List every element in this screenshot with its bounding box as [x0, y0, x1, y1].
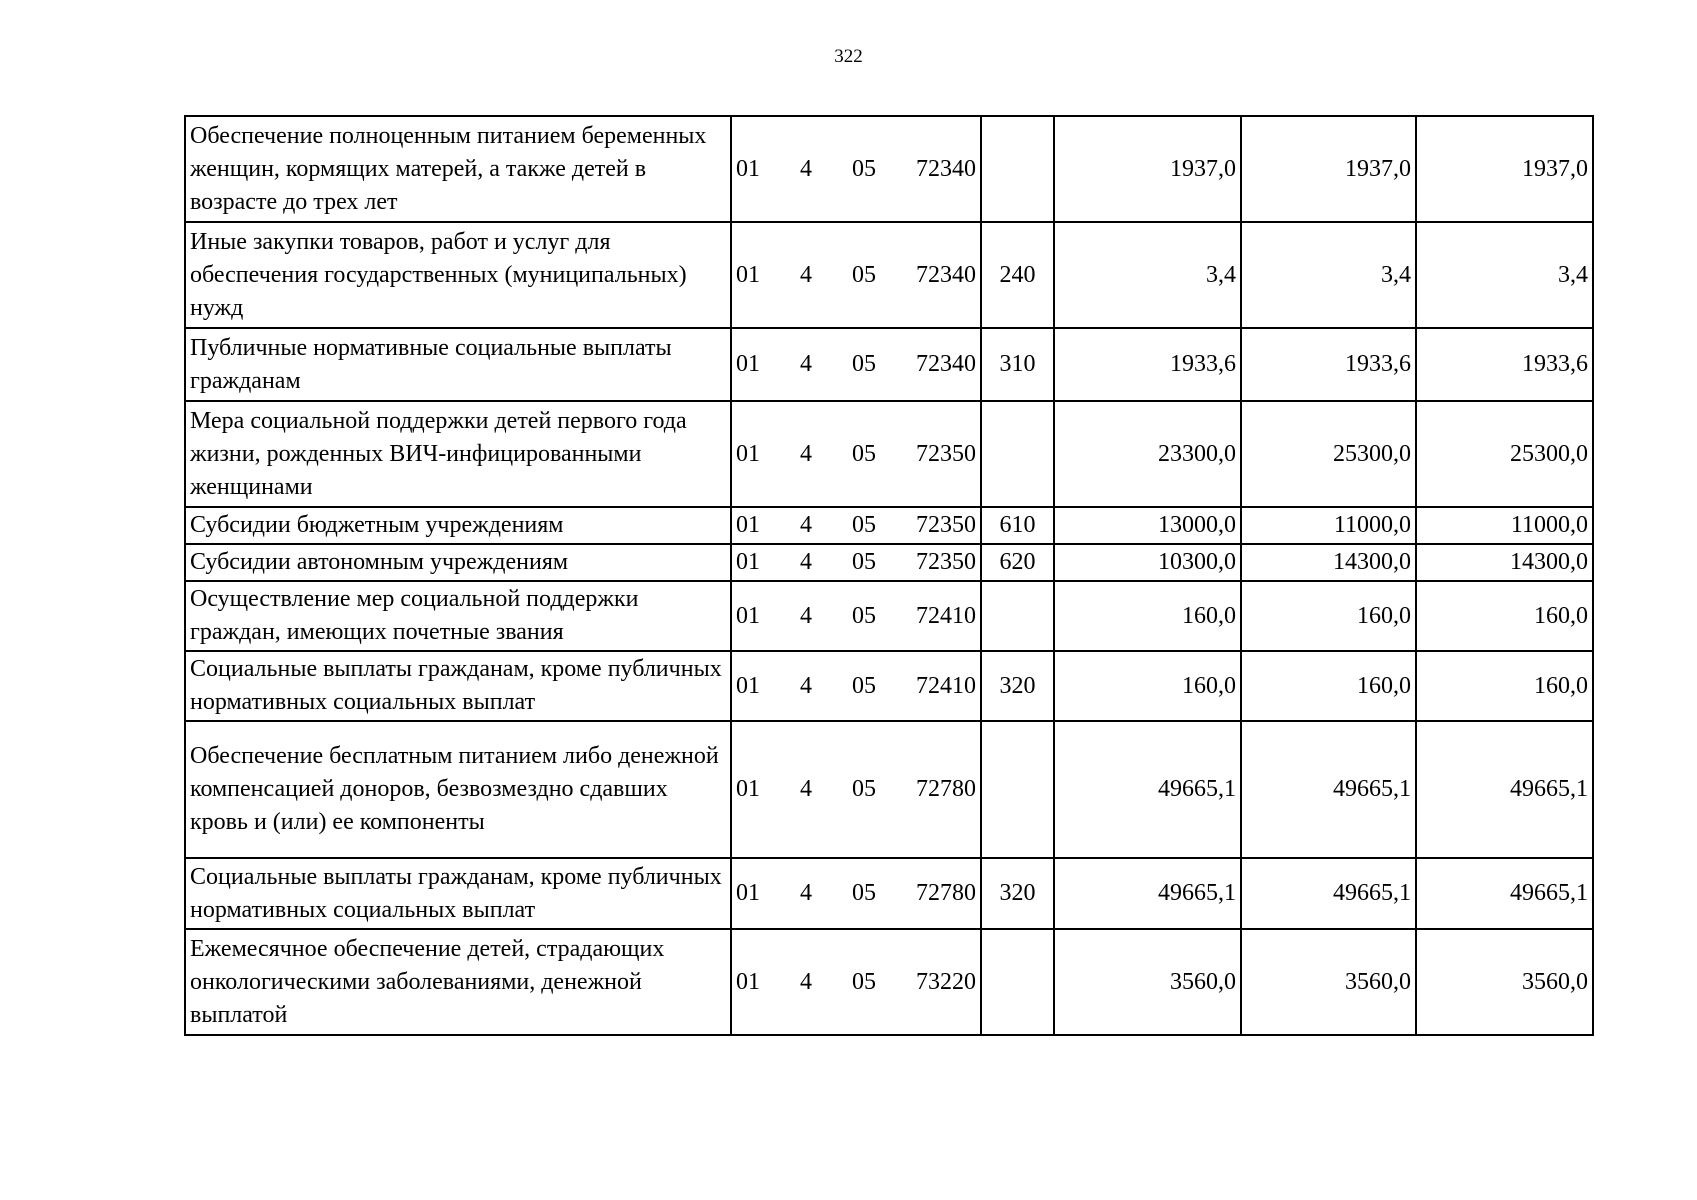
- expense-type-cell: [981, 581, 1054, 651]
- table-row: [185, 581, 1593, 651]
- table-row: [185, 721, 1593, 858]
- row-name-cell: Субсидии автономным учреждениям: [185, 544, 731, 581]
- classification-code: [736, 438, 976, 471]
- classification-code: [736, 153, 976, 186]
- expense-type-cell: [981, 929, 1054, 1035]
- amount-year-3: 11000,0: [1416, 507, 1593, 544]
- amount-year-3: 1937,0: [1416, 116, 1593, 222]
- code-subprogram: 4: [800, 880, 812, 906]
- code-program: 01: [736, 155, 760, 182]
- amount-year-1: 3,4: [1054, 222, 1241, 328]
- amount-year-1: 160,0: [1054, 651, 1241, 721]
- code-section: 05: [852, 155, 876, 182]
- row-name-cell: Социальные выплаты гражданам, кроме публичных нормативных социальных выплат: [185, 858, 731, 929]
- code-section: 05: [852, 602, 876, 629]
- code-section: 05: [852, 440, 876, 467]
- code-program: 01: [736, 512, 760, 538]
- code-subprogram: 4: [800, 776, 812, 802]
- amount-year-1: 160,0: [1054, 581, 1241, 651]
- classification-code-cell: [731, 581, 981, 651]
- amount-year-3: 25300,0: [1416, 401, 1593, 507]
- table-row: [185, 401, 1593, 507]
- code-subprogram: 4: [800, 602, 812, 629]
- code-section: 05: [852, 261, 876, 288]
- code-direction: 72340: [916, 261, 976, 288]
- code-direction: 72780: [916, 880, 976, 906]
- row-name-cell: Иные закупки товаров, работ и услуг для обеспечения государственных (муниципальных) нужд: [185, 222, 731, 328]
- amount-year-3: 14300,0: [1416, 544, 1593, 581]
- code-section: 05: [852, 776, 876, 802]
- amount-year-1: 49665,1: [1054, 858, 1241, 929]
- page-number: 322: [834, 46, 863, 67]
- row-name-cell: Социальные выплаты гражданам, кроме публичных нормативных социальных выплат: [185, 651, 731, 721]
- amount-year-2: 160,0: [1241, 581, 1416, 651]
- code-program: 01: [736, 776, 760, 802]
- table-row: [185, 328, 1593, 401]
- code-section: 05: [852, 512, 876, 538]
- code-subprogram: 4: [800, 155, 812, 182]
- classification-code: [736, 259, 976, 292]
- row-name-cell: Мера социальной поддержки детей первого года жизни, рожденных ВИЧ-инфицированными женщинами: [185, 401, 731, 507]
- row-name-cell: Осуществление мер социальной поддержки граждан, имеющих почетные звания: [185, 581, 731, 651]
- amount-year-3: 49665,1: [1416, 858, 1593, 929]
- amount-year-2: 3,4: [1241, 222, 1416, 328]
- code-program: 01: [736, 351, 760, 377]
- classification-code-cell: [731, 116, 981, 222]
- table-row: [185, 544, 1593, 581]
- classification-code-cell: [731, 401, 981, 507]
- code-direction: 72340: [916, 155, 976, 182]
- amount-year-2: 49665,1: [1241, 721, 1416, 858]
- code-direction: 72350: [916, 512, 976, 538]
- table-row: [185, 507, 1593, 544]
- code-section: 05: [852, 672, 876, 699]
- expense-type-cell: 320: [981, 858, 1054, 929]
- classification-code: [736, 546, 976, 579]
- table-row: [185, 858, 1593, 929]
- classification-code-cell: [731, 651, 981, 721]
- code-section: 05: [852, 968, 876, 995]
- code-subprogram: 4: [800, 549, 812, 575]
- code-direction: 72410: [916, 672, 976, 699]
- code-section: 05: [852, 549, 876, 575]
- classification-code: [736, 773, 976, 806]
- amount-year-2: 160,0: [1241, 651, 1416, 721]
- code-section: 05: [852, 351, 876, 377]
- classification-code-cell: [731, 929, 981, 1035]
- row-name-cell: Обеспечение полноценным питанием беременных женщин, кормящих матерей, а также детей в возрасте до трех лет: [185, 116, 731, 222]
- code-direction: 72410: [916, 602, 976, 629]
- code-program: 01: [736, 968, 760, 995]
- expense-type-cell: [981, 721, 1054, 858]
- amount-year-2: 11000,0: [1241, 507, 1416, 544]
- table-row: [185, 116, 1593, 222]
- amount-year-2: 49665,1: [1241, 858, 1416, 929]
- row-name-cell: Субсидии бюджетным учреждениям: [185, 507, 731, 544]
- classification-code-cell: [731, 858, 981, 929]
- amount-year-1: 49665,1: [1054, 721, 1241, 858]
- amount-year-2: 1937,0: [1241, 116, 1416, 222]
- code-direction: 72780: [916, 776, 976, 802]
- classification-code-cell: [731, 544, 981, 581]
- classification-code: [736, 877, 976, 910]
- amount-year-1: 23300,0: [1054, 401, 1241, 507]
- classification-code: [736, 670, 976, 703]
- row-name-cell: Публичные нормативные социальные выплаты гражданам: [185, 328, 731, 401]
- code-program: 01: [736, 261, 760, 288]
- code-direction: 72350: [916, 549, 976, 575]
- row-name-cell: Ежемесячное обеспечение детей, страдающих онкологическими заболеваниями, денежной выплатой: [185, 929, 731, 1035]
- code-subprogram: 4: [800, 261, 812, 288]
- amount-year-1: 1937,0: [1054, 116, 1241, 222]
- table-row: [185, 651, 1593, 721]
- code-direction: 72340: [916, 351, 976, 377]
- amount-year-2: 3560,0: [1241, 929, 1416, 1035]
- classification-code: [736, 600, 976, 633]
- code-program: 01: [736, 602, 760, 629]
- classification-code-cell: [731, 328, 981, 401]
- amount-year-1: 10300,0: [1054, 544, 1241, 581]
- expense-type-cell: [981, 116, 1054, 222]
- classification-code-cell: [731, 721, 981, 858]
- code-subprogram: 4: [800, 512, 812, 538]
- code-program: 01: [736, 672, 760, 699]
- amount-year-3: 3,4: [1416, 222, 1593, 328]
- amount-year-1: 1933,6: [1054, 328, 1241, 401]
- code-subprogram: 4: [800, 968, 812, 995]
- code-subprogram: 4: [800, 440, 812, 467]
- expense-type-cell: 310: [981, 328, 1054, 401]
- code-section: 05: [852, 880, 876, 906]
- expense-type-cell: 320: [981, 651, 1054, 721]
- classification-code: [736, 509, 976, 542]
- amount-year-2: 14300,0: [1241, 544, 1416, 581]
- table-row: [185, 929, 1593, 1035]
- amount-year-3: 160,0: [1416, 651, 1593, 721]
- amount-year-3: 160,0: [1416, 581, 1593, 651]
- amount-year-3: 3560,0: [1416, 929, 1593, 1035]
- expense-type-cell: 620: [981, 544, 1054, 581]
- expense-type-cell: [981, 401, 1054, 507]
- classification-code: [736, 348, 976, 381]
- expense-type-cell: 240: [981, 222, 1054, 328]
- code-program: 01: [736, 549, 760, 575]
- classification-code: [736, 966, 976, 999]
- amount-year-3: 49665,1: [1416, 721, 1593, 858]
- amount-year-1: 3560,0: [1054, 929, 1241, 1035]
- classification-code-cell: [731, 222, 981, 328]
- code-subprogram: 4: [800, 672, 812, 699]
- code-program: 01: [736, 440, 760, 467]
- row-name-cell: Обеспечение бесплатным питанием либо денежной компенсацией доноров, безвозмездно сдавших кровь и (или) ее компоненты: [185, 721, 731, 858]
- table-row: [185, 222, 1593, 328]
- amount-year-1: 13000,0: [1054, 507, 1241, 544]
- amount-year-3: 1933,6: [1416, 328, 1593, 401]
- budget-table-body: [185, 116, 1593, 1035]
- code-direction: 72350: [916, 440, 976, 467]
- amount-year-2: 1933,6: [1241, 328, 1416, 401]
- code-direction: 73220: [916, 968, 976, 995]
- code-subprogram: 4: [800, 351, 812, 377]
- expense-type-cell: 610: [981, 507, 1054, 544]
- classification-code-cell: [731, 507, 981, 544]
- budget-table: [184, 115, 1594, 1036]
- code-program: 01: [736, 880, 760, 906]
- amount-year-2: 25300,0: [1241, 401, 1416, 507]
